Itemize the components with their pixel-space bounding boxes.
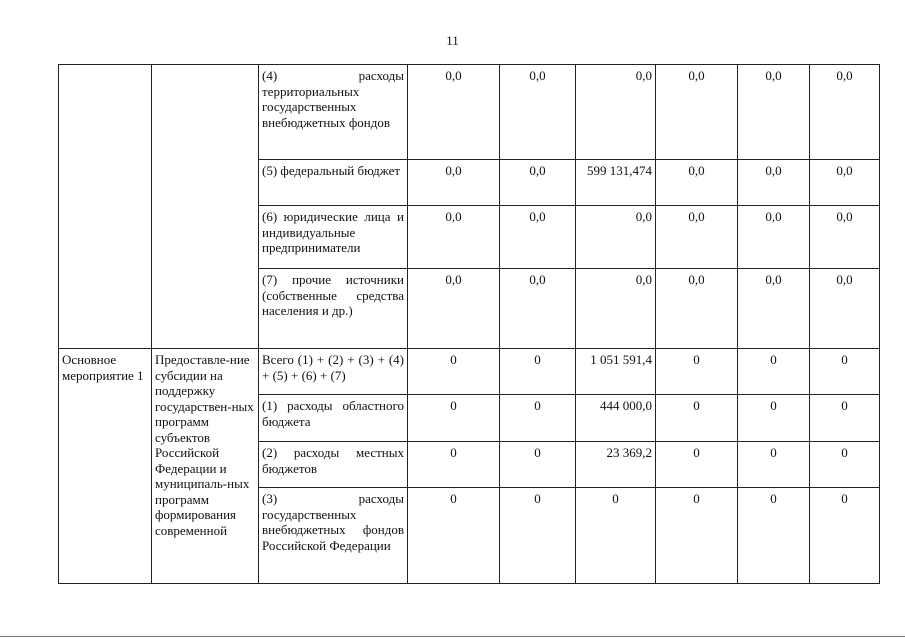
value-cell: 0,0: [810, 160, 880, 206]
value-cell: 0,0: [656, 269, 738, 349]
value-cell: 0: [500, 442, 576, 488]
value-cell: 0: [408, 349, 500, 395]
value-cell: 0: [408, 442, 500, 488]
value-cell: 0,0: [810, 206, 880, 269]
table-row: [59, 65, 880, 160]
measure-name-cell-empty: [152, 65, 259, 349]
value-cell: 0: [656, 395, 738, 442]
value-cell: 0: [656, 442, 738, 488]
value-cell: 0,0: [408, 160, 500, 206]
measure-type-cell-empty: [59, 65, 152, 349]
value-cell: 0,0: [576, 65, 656, 160]
measure-type-cell: Основное мероприятие 1: [59, 349, 152, 584]
source-cell: (4) расходы территориальных государственных внебюджетных фондов: [259, 65, 408, 160]
value-cell: 0,0: [500, 206, 576, 269]
source-cell: (1) расходы областного бюджета: [259, 395, 408, 442]
value-cell: 0: [738, 395, 810, 442]
value-cell: 0,0: [810, 269, 880, 349]
value-cell: 0: [576, 488, 656, 584]
budget-table: [58, 64, 880, 584]
value-cell: 0,0: [656, 206, 738, 269]
source-cell: (2) расходы местных бюджетов: [259, 442, 408, 488]
value-cell: 1 051 591,4: [576, 349, 656, 395]
value-cell: 0,0: [656, 160, 738, 206]
value-cell: 599 131,474: [576, 160, 656, 206]
value-cell: 0,0: [576, 206, 656, 269]
table-row: [59, 349, 880, 395]
value-cell: 0: [810, 395, 880, 442]
value-cell: 0,0: [408, 269, 500, 349]
source-cell: Всего (1) + (2) + (3) + (4) + (5) + (6) + (7): [259, 349, 408, 395]
page-number: 11: [446, 33, 459, 48]
value-cell: 0: [408, 395, 500, 442]
value-cell: 0,0: [500, 160, 576, 206]
value-cell: 0,0: [810, 65, 880, 160]
value-cell: 0: [656, 488, 738, 584]
value-cell: 444 000,0: [576, 395, 656, 442]
source-cell: (7) прочие источники (собственные средства населения и др.): [259, 269, 408, 349]
value-cell: 0: [738, 349, 810, 395]
measure-name-cell: Предоставле-ние субсидии на поддержку государствен-ных программ субъектов Российской Федерации и муниципаль-ных программ формирования современной: [152, 349, 259, 584]
value-cell: 0,0: [738, 65, 810, 160]
value-cell: 0,0: [576, 269, 656, 349]
value-cell: 0: [810, 442, 880, 488]
value-cell: 0: [500, 488, 576, 584]
source-cell: (3) расходы государственных внебюджетных фондов Российской Федерации: [259, 488, 408, 584]
value-cell: 0: [738, 488, 810, 584]
value-cell: 0,0: [656, 65, 738, 160]
source-cell: (6) юридические лица и индивидуальные предприниматели: [259, 206, 408, 269]
value-cell: 0: [738, 442, 810, 488]
value-cell: 0: [656, 349, 738, 395]
source-cell: (5) федеральный бюджет: [259, 160, 408, 206]
value-cell: 0,0: [408, 206, 500, 269]
value-cell: 0,0: [738, 160, 810, 206]
value-cell: 0,0: [408, 65, 500, 160]
value-cell: 0: [500, 349, 576, 395]
value-cell: 0: [408, 488, 500, 584]
value-cell: 0,0: [500, 65, 576, 160]
value-cell: 0: [500, 395, 576, 442]
value-cell: 0,0: [738, 206, 810, 269]
scan-edge-divider: [0, 636, 905, 637]
value-cell: 0: [810, 349, 880, 395]
value-cell: 23 369,2: [576, 442, 656, 488]
value-cell: 0,0: [738, 269, 810, 349]
value-cell: 0: [810, 488, 880, 584]
value-cell: 0,0: [500, 269, 576, 349]
